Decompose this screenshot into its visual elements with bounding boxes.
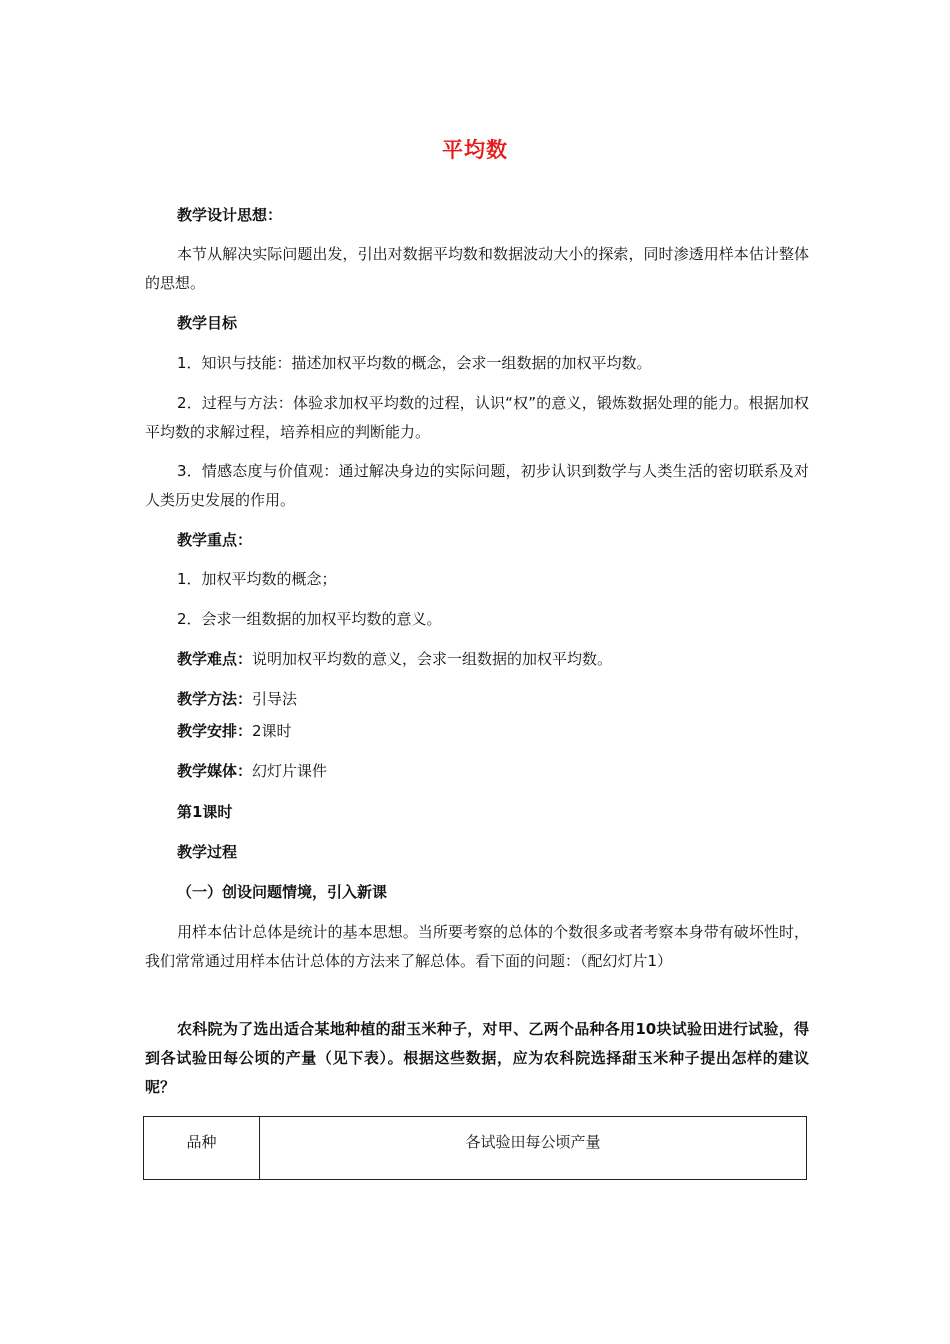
table-header-yield: 各试验田每公顷产量	[260, 1117, 807, 1180]
difficulty-label: 教学难点：	[177, 650, 253, 668]
media-row	[177, 757, 809, 785]
key-point-1: 1．加权平均数的概念；	[177, 570, 337, 588]
objective-3: 3．情感态度与价值观：通过解决身边的实际问题，初步认识到数学与人类生活的密切联系及对人类历史发展的作用。	[145, 462, 809, 509]
key-points-heading: 教学重点：	[177, 531, 253, 549]
design-heading: 教学设计思想：	[177, 206, 283, 224]
difficulty-text: 说明加权平均数的意义，会求一组数据的加权平均数。	[252, 650, 613, 668]
difficulty-row	[177, 645, 809, 673]
section-1-heading: （一）创设问题情境，引入新课	[177, 883, 388, 901]
media-text: 幻灯片课件	[252, 762, 328, 780]
yield-table	[143, 1116, 807, 1180]
table-row	[144, 1117, 807, 1180]
objectives-heading: 教学目标	[177, 314, 238, 332]
intro-paragraph: 用样本估计总体是统计的基本思想。当所要考察的总体的个数很多或者考察本身带有破坏性时，我们常常通过用样本估计总体的方法来了解总体。看下面的问题：（配幻灯片1）	[145, 923, 809, 970]
key-point-2: 2．会求一组数据的加权平均数的意义。	[177, 610, 442, 628]
media-label: 教学媒体：	[177, 762, 253, 780]
method-row	[177, 685, 809, 713]
schedule-label: 教学安排：	[177, 722, 253, 740]
schedule-row	[177, 717, 809, 745]
method-label: 教学方法：	[177, 690, 253, 708]
objective-1: 1．知识与技能：描述加权平均数的概念，会求一组数据的加权平均数。	[177, 354, 652, 372]
design-paragraph: 本节从解决实际问题出发，引出对数据平均数和数据波动大小的探索，同时渗透用样本估计整体的思想。	[145, 245, 809, 292]
method-text: 引导法	[252, 690, 298, 708]
process-heading: 教学过程	[177, 843, 238, 861]
lesson-heading: 第1课时	[177, 803, 233, 821]
objective-2: 2．过程与方法：体验求加权平均数的过程，认识“权”的意义，锻炼数据处理的能力。根据加权平均数的求解过程，培养相应的判断能力。	[145, 394, 809, 441]
problem-paragraph: 农科院为了选出适合某地种植的甜玉米种子，对甲、乙两个品种各用10块试验田进行试验，得到各试验田每公顷的产量（见下表）。根据这些数据，应为农科院选择甜玉米种子提出怎样的建议呢？	[145, 1020, 809, 1096]
schedule-text: 2课时	[252, 722, 292, 740]
page-title: 平均数	[442, 138, 508, 162]
table-header-variety: 品种	[144, 1117, 260, 1180]
